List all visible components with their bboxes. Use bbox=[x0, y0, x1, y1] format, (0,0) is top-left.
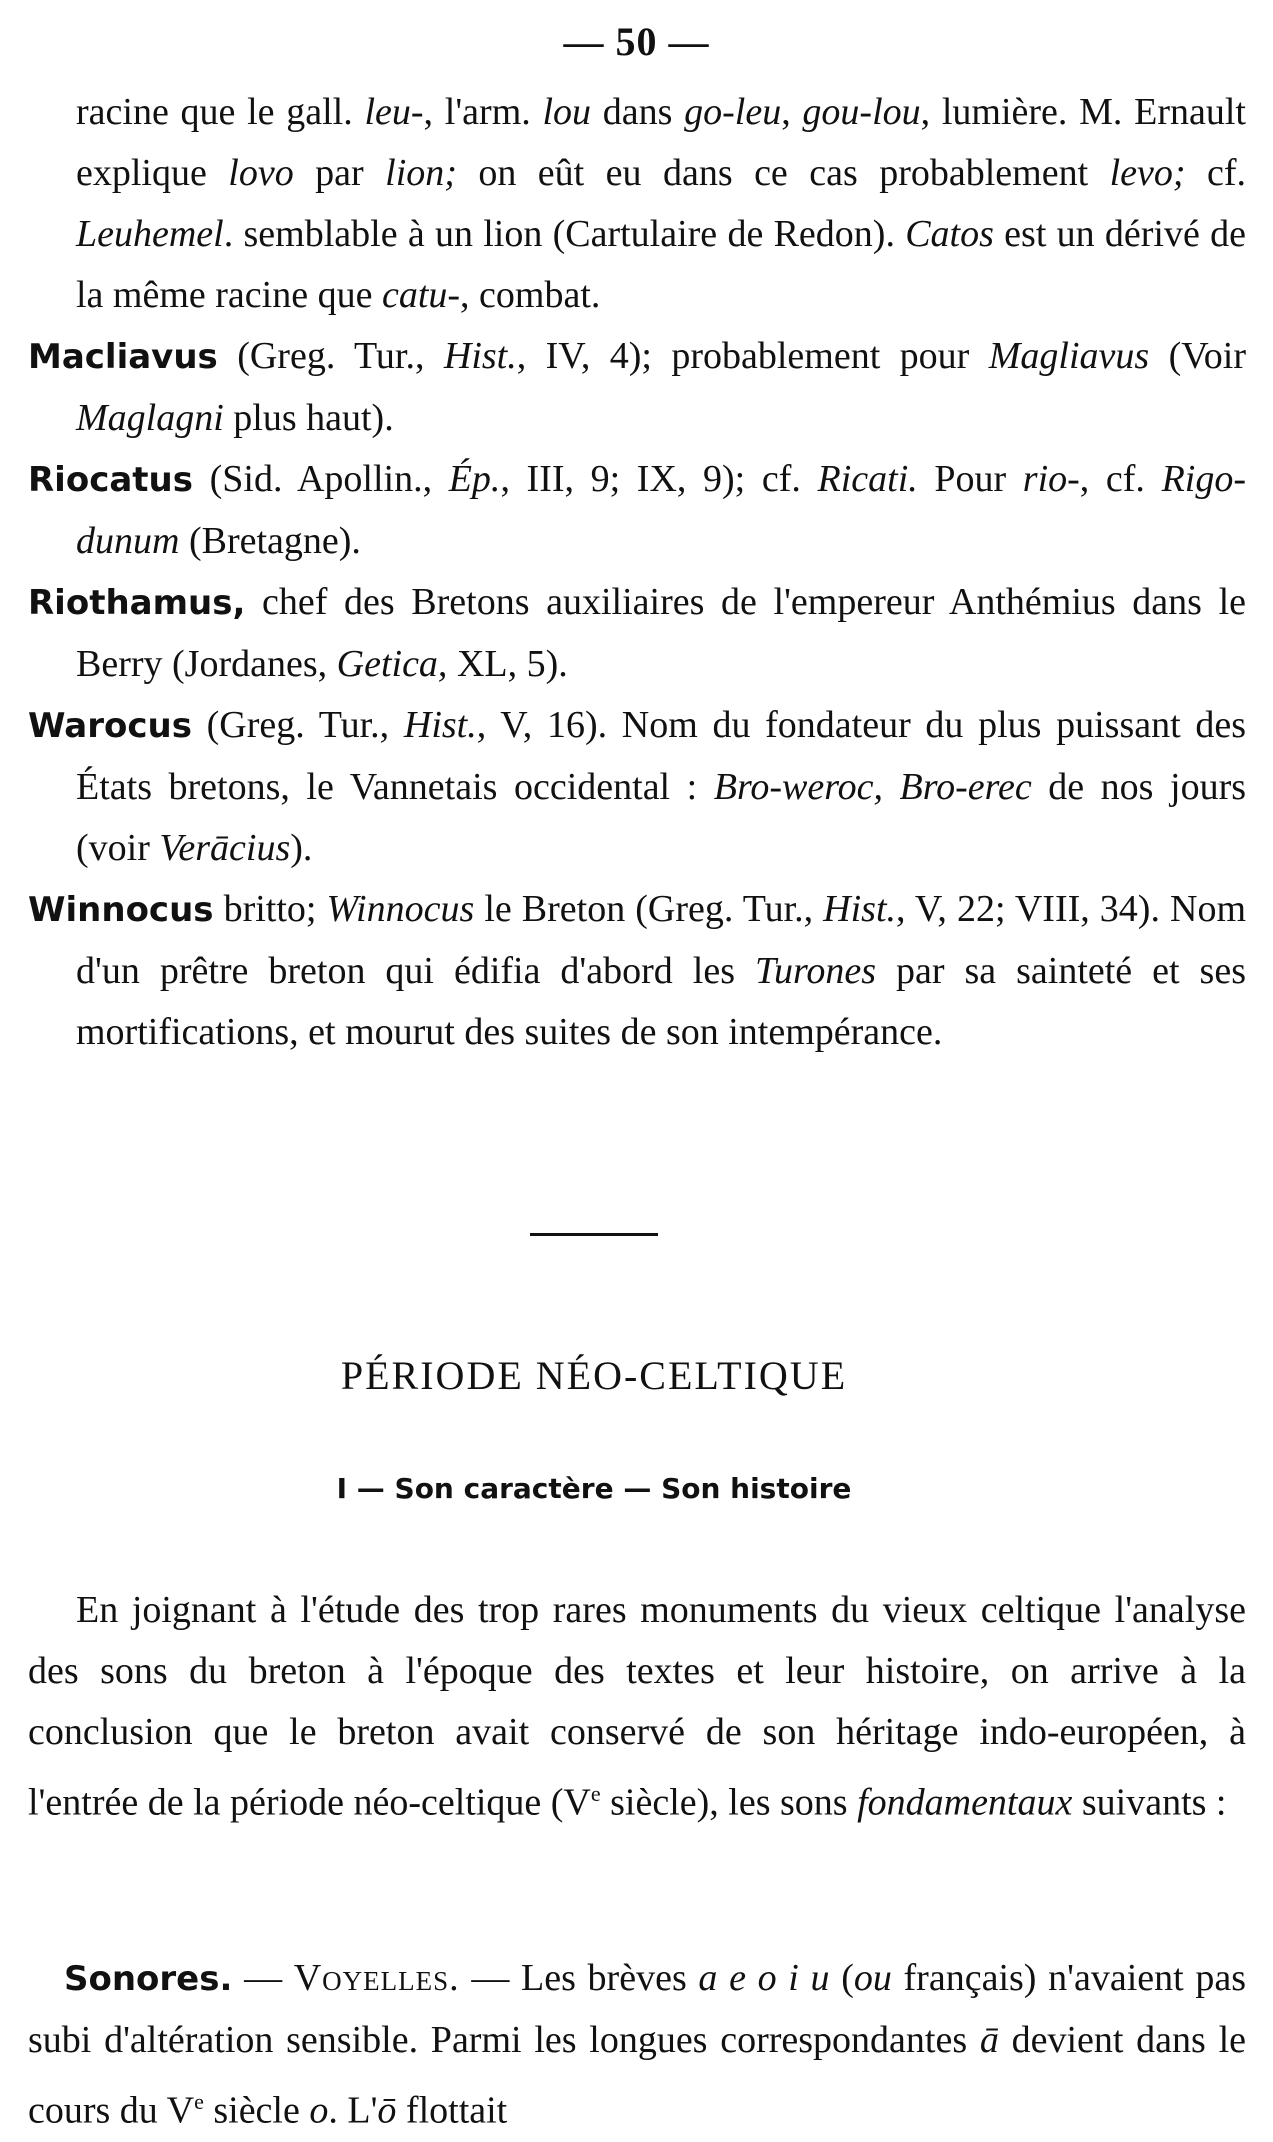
headword: Macliavus bbox=[28, 337, 218, 377]
headword: Riocatus bbox=[28, 460, 193, 500]
entry-riothamus: Riothamus, chef des Bretons auxiliaires de l'empereur Anthémius dans le Berry (Jordanes, Getica, XL, 5). bbox=[28, 581, 1246, 685]
section-title: PÉRIODE NÉO-CELTIQUE bbox=[340, 1353, 848, 1398]
headword: Winnocus bbox=[28, 890, 214, 930]
body-paragraph-container bbox=[28, 1580, 1246, 1834]
headword: Sonores. bbox=[64, 1959, 233, 1999]
entry-macliavus: Macliavus (Greg. Tur., Hist., IV, 4); probablement pour Magliavus (Voir Maglagni plus haut). bbox=[28, 335, 1246, 439]
entry-warocus: Warocus (Greg. Tur., Hist., V, 16). Nom du fondateur du plus puissant des États bretons, le Vannetais occidental : Bro-weroc, Bro-erec de nos jours (voir Verācius). bbox=[28, 704, 1247, 869]
subsection-title: I — Son caractère — Son histoire bbox=[336, 1472, 852, 1505]
headword: Riothamus, bbox=[28, 583, 246, 623]
entry-winnocus: Winnocus britto; Winnocus le Breton (Greg. Tur., Hist., V, 22; VIII, 34). Nom d'un prêtre breton qui édifia d'abord les Turones par sa sainteté et ses mortifications, et mourut des suites de son intempérance. bbox=[28, 888, 1246, 1053]
page-number: — 50 — bbox=[563, 19, 710, 64]
intro-paragraph: racine que le gall. leu-, l'arm. lou dans go-leu, gou-lou, lumière. M. Ernault explique lovo par lion; on eût eu dans ce cas probablement levo; cf. Leuhemel. semblable à un lion (Cartulaire de Redon). Catos est un dérivé de la même racine que catu-, combat. bbox=[76, 91, 1246, 316]
entry-riocatus: Riocatus (Sid. Apollin., Ép., III, 9; IX, 9); cf. Ricati. Pour rio-, cf. Rigo-dunum (Bretagne). bbox=[28, 458, 1246, 562]
section-divider bbox=[530, 1233, 658, 1236]
sonores-paragraph-container bbox=[28, 1948, 1246, 2142]
sonores-paragraph: Sonores. — Voyelles. — Les brèves a e o i u (ou français) n'avaient pas subi d'altération sensible. Parmi les longues correspondantes ā devient dans le cours du Ve siècle o. L'ō flottait bbox=[28, 1957, 1246, 2132]
body-paragraph: En joignant à l'étude des trop rares monuments du vieux celtique l'analyse des sons du breton à l'époque des textes et leur histoire, on arrive à la conclusion que le breton avait conservé de son héritage indo-européen, à l'entrée de la période néo-celtique (Ve siècle), les sons fondamentaux suivants : bbox=[28, 1589, 1246, 1824]
headword: Warocus bbox=[28, 706, 192, 746]
glossary-entries bbox=[28, 82, 1246, 1063]
